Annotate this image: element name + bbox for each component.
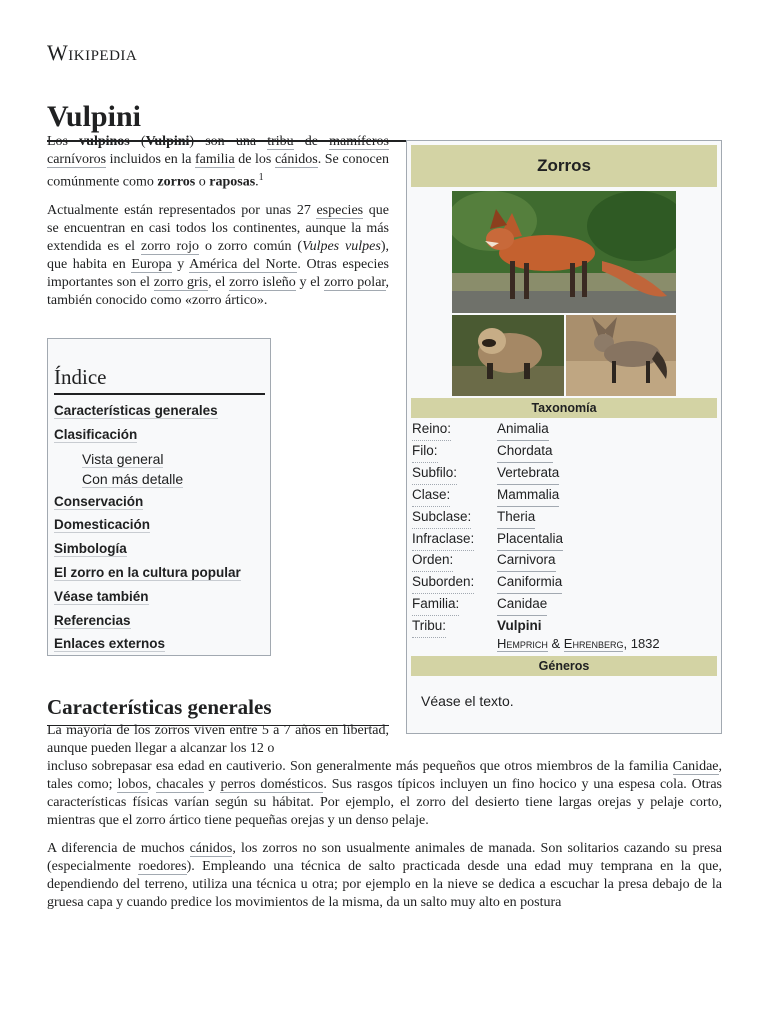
- inline-text: vulpinos: [79, 134, 130, 149]
- section-paragraph-1: [47, 722, 722, 830]
- taxonomy-row: [412, 462, 718, 484]
- inline-text: zorros: [157, 174, 196, 190]
- inline-link[interactable]: perros domésticos: [220, 777, 324, 792]
- inline-link[interactable]: zorro gris: [153, 275, 209, 290]
- taxonomy-rank-value[interactable]: Carnivora: [497, 549, 556, 572]
- wikipedia-logo[interactable]: Wikipedia: [47, 40, 138, 65]
- section-paragraph-1-rest: [47, 759, 722, 828]
- section-heading-caracteristicas: Características generales: [47, 693, 389, 726]
- inline-text: .: [255, 174, 259, 190]
- section-paragraph-1-narrow: La mayoría de los zorros viven entre 5 a 7 años en libertad, aunque pueden llegar a alcanzar los 12 o: [47, 723, 389, 756]
- authority-ehrenberg-link[interactable]: Ehrenberg: [563, 636, 624, 651]
- inline-text: raposas: [209, 174, 256, 190]
- taxonomy-rank-label[interactable]: Filo:: [412, 440, 438, 463]
- taxonomy-rank-value[interactable]: Animalia: [497, 418, 549, 441]
- taxon-authority: [497, 635, 660, 653]
- toc-subitem[interactable]: [82, 469, 264, 489]
- inline-text: o zorro común (: [199, 239, 303, 254]
- taxonomy-rank-label[interactable]: Suborden:: [412, 571, 474, 594]
- taxonomy-row: [412, 528, 718, 550]
- taxonomy-rank-label[interactable]: Subfilo:: [412, 462, 457, 485]
- taxonomy-row: [412, 571, 718, 593]
- inline-text: Los: [47, 134, 80, 149]
- toc-item-link[interactable]: Véase también: [54, 588, 149, 604]
- inline-text: ), que habita en: [47, 239, 389, 272]
- intro-paragraph-2: [47, 202, 389, 310]
- taxonomy-rank-value[interactable]: Mammalia: [497, 484, 559, 507]
- section-paragraph-2: [47, 840, 722, 912]
- toc-item-link[interactable]: Enlaces externos: [54, 636, 166, 652]
- toc-subitem-link[interactable]: Vista general: [82, 450, 164, 467]
- inline-text: . Otras especies importantes son el: [47, 257, 389, 290]
- table-of-contents: [47, 338, 271, 656]
- inline-link[interactable]: chacales: [156, 777, 204, 792]
- infobox-title: Zorros: [411, 145, 717, 187]
- page-title: Vulpini: [47, 98, 722, 142]
- inline-link[interactable]: zorro polar: [324, 275, 386, 290]
- toc-item-link[interactable]: Características generales: [54, 403, 218, 418]
- toc-item[interactable]: [54, 515, 264, 535]
- taxonomy-row: [412, 484, 718, 506]
- taxonomy-heading[interactable]: Taxonomía: [411, 398, 717, 418]
- inline-text: de los: [234, 152, 275, 167]
- genera-heading[interactable]: Géneros: [411, 656, 717, 676]
- toc-item-link[interactable]: Referencias: [54, 612, 131, 628]
- toc-subitem[interactable]: [82, 449, 264, 469]
- taxonomy-rank-value[interactable]: Placentalia: [497, 528, 563, 551]
- inline-text: incluso sobrepasar esa edad en cautiverio. Son generalmente más pequeños que otros miembros de la familia: [47, 759, 673, 774]
- inline-text: . Se conocen comúnmente como: [47, 152, 389, 190]
- inline-link[interactable]: cánidos: [189, 841, 233, 856]
- taxonomy-rank-value[interactable]: Caniformia: [497, 571, 562, 594]
- toc-item[interactable]: [54, 587, 264, 607]
- toc-item-link[interactable]: Conservación: [54, 493, 144, 509]
- inline-text: , los zorros no son usualmente animales de manada. Son solitarios cazando su presa (especialmente: [47, 841, 722, 874]
- inline-link[interactable]: especies: [316, 203, 364, 218]
- toc-item[interactable]: [54, 401, 264, 421]
- infobox: [406, 140, 722, 734]
- inline-link[interactable]: Canidae: [672, 759, 719, 774]
- inline-text: Vulpini: [145, 134, 190, 149]
- taxonomy-rank-label[interactable]: Familia:: [412, 593, 459, 616]
- reference-superscript[interactable]: 1: [258, 172, 264, 183]
- inline-text: , el: [208, 275, 230, 290]
- inline-text: de: [293, 134, 330, 149]
- fox-photo-collage[interactable]: [452, 191, 676, 396]
- inline-text: , también conocido como «zorro ártico».: [47, 275, 390, 308]
- taxonomy-row: [412, 615, 718, 637]
- toc-sublist: [82, 449, 264, 489]
- toc-item-link[interactable]: Simbología: [54, 541, 127, 557]
- inline-text: (: [129, 134, 146, 149]
- toc-title: Índice: [54, 363, 265, 395]
- toc-item[interactable]: [54, 611, 264, 631]
- toc-item-link[interactable]: Clasificación: [54, 426, 138, 442]
- inline-text: que se encuentran en casi todos los continentes, aunque la más extendida es el: [47, 203, 389, 254]
- inline-link[interactable]: zorro rojo: [140, 239, 200, 254]
- intro-paragraph-1: [47, 133, 389, 192]
- taxonomy-rank-value: Vulpini: [497, 618, 542, 634]
- inline-text: Actualmente están representados por unas 27: [47, 203, 317, 218]
- inline-text: ,: [147, 777, 157, 792]
- toc-item[interactable]: [54, 425, 264, 445]
- inline-text: , tales como;: [47, 759, 722, 792]
- inline-text: y: [171, 257, 190, 272]
- inline-link[interactable]: zorro isleño: [229, 275, 296, 290]
- toc-item[interactable]: [54, 634, 264, 654]
- inline-text: A diferencia de muchos: [47, 841, 190, 856]
- taxonomy-rank-label[interactable]: Tribu:: [412, 615, 446, 638]
- inline-link[interactable]: cánidos: [274, 152, 318, 167]
- inline-text: Vulpes vulpes: [302, 239, 381, 254]
- inline-link[interactable]: roedores: [138, 859, 187, 874]
- inline-text: incluidos en la: [106, 152, 196, 167]
- inline-link[interactable]: Europa: [131, 257, 172, 272]
- toc-item[interactable]: [54, 563, 264, 583]
- taxonomy-rank-value[interactable]: Chordata: [497, 440, 553, 463]
- inline-text: y el: [295, 275, 325, 290]
- toc-subitem-link[interactable]: Con más detalle: [82, 470, 184, 487]
- genera-note: Véase el texto.: [421, 693, 514, 709]
- taxonomy-row: [412, 418, 718, 440]
- taxonomy-rank-label[interactable]: Infraclase:: [412, 528, 474, 551]
- inline-text: y: [203, 777, 221, 792]
- taxonomy-rank-value[interactable]: Vertebrata: [497, 462, 559, 485]
- taxonomy-row: [412, 506, 718, 528]
- inline-text: . Sus rasgos típicos incluyen un fino hocico y una espesa cola. Otras características físicas varían según su hábitat. Por ejemplo, el zorro del desierto tiene largas orejas y pelaje corto, mientras que el zorro ártico tiene pequeñas orejas y un denso pelaje.: [47, 777, 723, 828]
- taxonomy-row: [412, 440, 718, 462]
- taxonomy-row: [412, 593, 718, 615]
- taxonomy-row: [412, 549, 718, 571]
- inline-link[interactable]: familia: [195, 152, 235, 167]
- toc-item[interactable]: [54, 492, 264, 512]
- taxonomy-rank-value[interactable]: Canidae: [497, 593, 547, 616]
- taxonomy-rank-label[interactable]: Subclase:: [412, 506, 471, 529]
- inline-link[interactable]: América del Norte: [189, 257, 298, 272]
- inline-link[interactable]: mamíferos carnívoros: [47, 134, 390, 167]
- taxonomy-rank-label[interactable]: Clase:: [412, 484, 450, 507]
- toc-item[interactable]: [54, 539, 264, 559]
- toc-item-link[interactable]: Domesticación: [54, 517, 151, 533]
- toc-list: [54, 401, 264, 654]
- toc-item-link[interactable]: El zorro en la cultura popular: [54, 564, 241, 580]
- inline-text: ). Empleando una técnica de salto practicada desde una edad muy temprana en la que, dependiendo del terreno, utiliza una técnica u otra; por ejemplo en la nieve se dedica a escuchar la presa debajo de la gruesa capa y cuando predice los movimientos de la misma, da un salto muy alto en postura: [47, 859, 723, 910]
- authority-hemprich-link[interactable]: Hemprich: [497, 636, 548, 651]
- taxonomy-rank-value[interactable]: Theria: [497, 506, 535, 529]
- inline-text: ) son una: [189, 134, 268, 149]
- taxonomy-rank-label[interactable]: Orden:: [412, 549, 453, 572]
- authority-amp: &: [547, 636, 564, 651]
- inline-link[interactable]: lobos: [117, 777, 148, 792]
- taxonomy-rank-label[interactable]: Reino:: [412, 418, 451, 441]
- inline-link[interactable]: tribu: [267, 134, 294, 149]
- inline-text: o: [195, 174, 210, 190]
- authority-year: , 1832: [623, 636, 660, 651]
